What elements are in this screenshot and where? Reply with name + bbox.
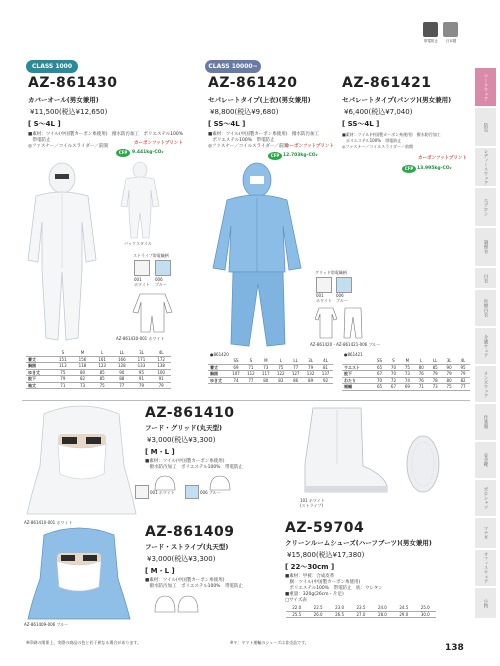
- side-tab-13[interactable]: オフィスウェア: [475, 550, 496, 586]
- footnote-2: ※〒：ヤマト運輸のシューズは非売品です。: [230, 640, 309, 645]
- hood-sketch-861409: [150, 594, 240, 614]
- swatch-white-861410: [135, 485, 149, 499]
- hood-white-image: [24, 404, 139, 519]
- co2-label-861430: カーボンフットプリント: [134, 141, 183, 146]
- caption-861420: AZ-861420・AZ-861421-006 ブルー: [310, 342, 381, 347]
- side-tab-1[interactable]: 防災: [475, 108, 496, 146]
- table-label-861421: ●861421: [344, 352, 363, 357]
- product-size-861410: [ M・L ]: [145, 448, 175, 456]
- coverall-front-image: [22, 160, 102, 345]
- spec-59704-1: ■素材：甲被：合成皮革: [285, 574, 335, 579]
- side-tab-8[interactable]: メンズウェア: [475, 366, 496, 402]
- spec-861409-1: ■素材：ツイル(中国製カーボン糸使用): [145, 578, 225, 583]
- table-row: ゆき丈 75 80 85 90 95 100: [26, 369, 171, 376]
- product-size-861421: [ SS～4L ]: [342, 120, 380, 128]
- side-tab-9[interactable]: 作業服: [475, 404, 496, 440]
- product-name-861410: フード・グリッド(丸天型): [145, 424, 222, 432]
- caption-861409: AZ-861409-006 ブルー: [24, 622, 69, 627]
- spec-861410-2: 撥水防汚加工 ポリエステル100% 帯電防止: [145, 465, 243, 470]
- back-style-label: バックスタイル: [124, 241, 152, 246]
- hood-blue-image: [24, 527, 134, 622]
- product-name-59704: クリーンルームシューズ(ハーフブーツ)(男女兼用): [285, 539, 432, 547]
- color-006-name-861420: ブルー: [336, 298, 348, 303]
- spec-861430-3: ◎ファスナー／コイルスライダー／前開: [28, 144, 108, 149]
- caption-59704: 101 ホワイト: [300, 498, 325, 503]
- swatch-white-861420: [316, 277, 332, 293]
- table-row: 袖丈 71 73 75 77 79 79: [26, 382, 171, 389]
- page-number: 138: [445, 643, 464, 653]
- product-size-861409: [ M・L ]: [145, 567, 175, 575]
- section-divider: [22, 400, 470, 401]
- product-name-861420: セパレートタイプ(上衣)(男女兼用): [208, 96, 311, 104]
- spec-861421-3: ◎ファスナー／コイルスライダー／前開: [342, 144, 413, 149]
- cfp-icon-861420: CFP: [268, 152, 282, 160]
- spec-861409-2: 撥水防汚加工 ポリエステル100% 帯電防止: [145, 584, 243, 589]
- japan-made-icon: [443, 22, 458, 37]
- side-tab-2[interactable]: レディースウェア: [475, 148, 496, 186]
- color-001-861410: 001 ホワイト: [150, 490, 175, 495]
- swatch-blue-861430: [155, 260, 171, 276]
- class-1000-badge: CLASS 1000: [26, 60, 78, 73]
- boots-image: [283, 404, 463, 496]
- spec-59704-2: 胴：ツイル(中国製カーボン糸使用): [285, 580, 361, 585]
- product-size-59704: [ 22～30cm ]: [285, 563, 335, 571]
- spec-59704-5: □サイズ表: [285, 598, 307, 603]
- cfp-icon-861430: CFP: [116, 149, 130, 157]
- separate-blue-image: [205, 160, 310, 350]
- size-table-861420: [208, 358, 333, 384]
- caption-861410: AZ-861410-001 ホワイト: [24, 520, 73, 525]
- spec-861421-1: ■素材：ツイル(中国製カーボン糸使用) 撥水防汚加工: [342, 132, 441, 137]
- table-row: 着丈 69 71 73 75 77 79 81: [208, 364, 333, 371]
- class-10000-badge: CLASS 10000~: [205, 60, 261, 73]
- side-tab-5[interactable]: 白衣: [475, 268, 496, 288]
- product-price-861409: ¥3,000(税込¥3,300): [147, 555, 216, 563]
- color-006-861430: 006: [155, 277, 163, 282]
- table-row: わたり 70 72 74 76 78 80 82: [342, 377, 470, 384]
- table-row: 裾幅 65 67 69 71 73 75 77: [342, 384, 470, 391]
- footnote: ※印刷の関係上、実際の商品の色と若干異なる場合があります。: [26, 640, 142, 645]
- co2-value-861420: 12.703kg-CO₂: [283, 153, 318, 158]
- antistatic-icon: [423, 22, 438, 37]
- product-price-59704: ¥15,800(税込¥17,380): [287, 551, 365, 559]
- side-tab-0[interactable]: ワークウェア: [475, 68, 496, 106]
- co2-value-861421: 13.995kg-CO₂: [417, 166, 452, 171]
- stripe-pattern-label: ストライプ帯電織柄: [133, 253, 169, 258]
- product-name-861430: カバーオール(男女兼用): [28, 96, 99, 104]
- spec-861430-2: 帯電防止: [28, 138, 51, 143]
- product-code-861430: AZ-861430: [28, 75, 118, 91]
- product-size-861430: [ S～4L ]: [28, 120, 61, 128]
- product-name-861421: セパレートタイプ(パンツ)(男女兼用): [342, 96, 452, 104]
- table-header-row: S M L LL 3L 4L: [26, 350, 171, 356]
- color-001-name-861420: ホワイト: [316, 298, 332, 303]
- spec-861421-2: ポリエステル100% 帯電防止: [342, 138, 402, 143]
- table-row: ゆき丈 74 77 80 83 86 89 92: [208, 377, 333, 384]
- antistatic-label: 帯電防止: [424, 39, 438, 43]
- table-header-row: SS S M L LL 3L 4L: [342, 358, 470, 364]
- product-code-59704: AZ-59704: [285, 520, 365, 536]
- swatch-white-861430: [134, 260, 150, 276]
- table-row: 股下 79 82 85 88 91 91: [26, 376, 171, 383]
- coverall-back-image: [118, 160, 163, 240]
- side-tab-12[interactable]: ツナギ: [475, 518, 496, 548]
- table-row: 股下 67 70 73 76 79 79 79: [342, 371, 470, 378]
- caption-59704-2: (ストライプ): [300, 503, 323, 508]
- japan-made-label: 日本製: [445, 39, 457, 43]
- table-row: 22.0 22.5 23.0 23.5 24.0 24.5 25.0: [286, 605, 436, 611]
- spec-861430-1: ■素材：ツイル(中国製カーボン糸使用) 撥水防汚加工 ポリエステル100%: [28, 132, 183, 137]
- side-tab-7[interactable]: 介護ウェア: [475, 328, 496, 364]
- separate-flat-sketch: [315, 305, 365, 341]
- product-price-861410: ¥3,000(税込¥3,300): [147, 436, 216, 444]
- table-row: 胸囲 113 118 123 128 133 138: [26, 363, 171, 370]
- product-size-861420: [ SS～4L ]: [208, 120, 246, 128]
- caption-861430: AZ-861430-001 ホワイト: [116, 336, 165, 341]
- coverall-flat-sketch: [130, 290, 175, 335]
- color-006-861420: 006: [336, 293, 344, 298]
- side-tab-4[interactable]: 調理衣: [475, 228, 496, 266]
- size-table-861430: [26, 350, 171, 389]
- product-name-861409: フード・ストライプ(丸天型): [145, 543, 229, 551]
- co2-label-861421: カーボンフットプリント: [418, 156, 467, 161]
- grid-pattern-label: グリッド帯電織柄: [315, 270, 347, 275]
- spec-861420-2: ポリエステル100% 帯電防止: [208, 138, 275, 143]
- swatch-blue-861420: [336, 277, 352, 293]
- side-tab-6[interactable]: 医療白衣: [475, 290, 496, 326]
- table-header-row: SS S M L LL 3L 4L: [208, 358, 333, 364]
- product-code-861421: AZ-861421: [342, 75, 432, 91]
- side-tab-14[interactable]: 小物: [475, 588, 496, 618]
- color-006-name-861430: ブルー: [155, 282, 167, 287]
- table-label-861420: ●861420: [210, 352, 229, 357]
- co2-value-861430: 9.441kg-CO₂: [132, 150, 164, 155]
- product-code-861410: AZ-861410: [145, 405, 235, 421]
- table-row: 着丈 151 156 161 166 171 172: [26, 356, 171, 363]
- product-code-861420: AZ-861420: [208, 75, 298, 91]
- cfp-icon-861421: CFP: [402, 165, 416, 173]
- product-price-861421: ¥6,400(税込¥7,040): [344, 108, 413, 116]
- color-006-861410: 006 ブルー: [200, 490, 221, 495]
- swatch-blue-861410: [185, 485, 199, 499]
- spec-59704-4: ■重量：320g(26cm・片足): [285, 592, 344, 597]
- shoe-size-table: [286, 605, 436, 618]
- spec-861420-1: ■素材：ツイル(中国製カーボン糸使用) 撥水防汚加工: [208, 132, 320, 137]
- color-001-861430: 001: [134, 277, 142, 282]
- table-row: 胸囲 107 112 117 122 127 132 137: [208, 371, 333, 378]
- side-tab-10[interactable]: 安全靴: [475, 442, 496, 478]
- product-price-861430: ¥11,500(税込¥12,650): [30, 108, 108, 116]
- co2-label-861420: カーボンフットプリント: [285, 144, 334, 149]
- spec-861420-3: ◎ファスナー／コイルスライダー／前開: [208, 144, 288, 149]
- product-price-861420: ¥8,800(税込¥9,680): [210, 108, 279, 116]
- size-table-861421: [342, 358, 470, 391]
- side-tab-3[interactable]: エプロン: [475, 188, 496, 226]
- color-001-861420: 001: [316, 293, 324, 298]
- table-row: ウエスト 65 70 75 80 85 90 95: [342, 364, 470, 371]
- spec-861410-1: ■素材：ツイル(中国製カーボン糸使用): [145, 459, 225, 464]
- table-row: 25.5 26.0 26.5 27.0 28.0 29.0 30.0: [286, 611, 436, 618]
- spec-59704-3: ポリエステル100% 帯電防止 底：ウレタン: [285, 586, 383, 591]
- side-tab-11[interactable]: ポロシャツ: [475, 480, 496, 516]
- color-001-name-861430: ホワイト: [134, 282, 150, 287]
- product-code-861409: AZ-861409: [145, 524, 235, 540]
